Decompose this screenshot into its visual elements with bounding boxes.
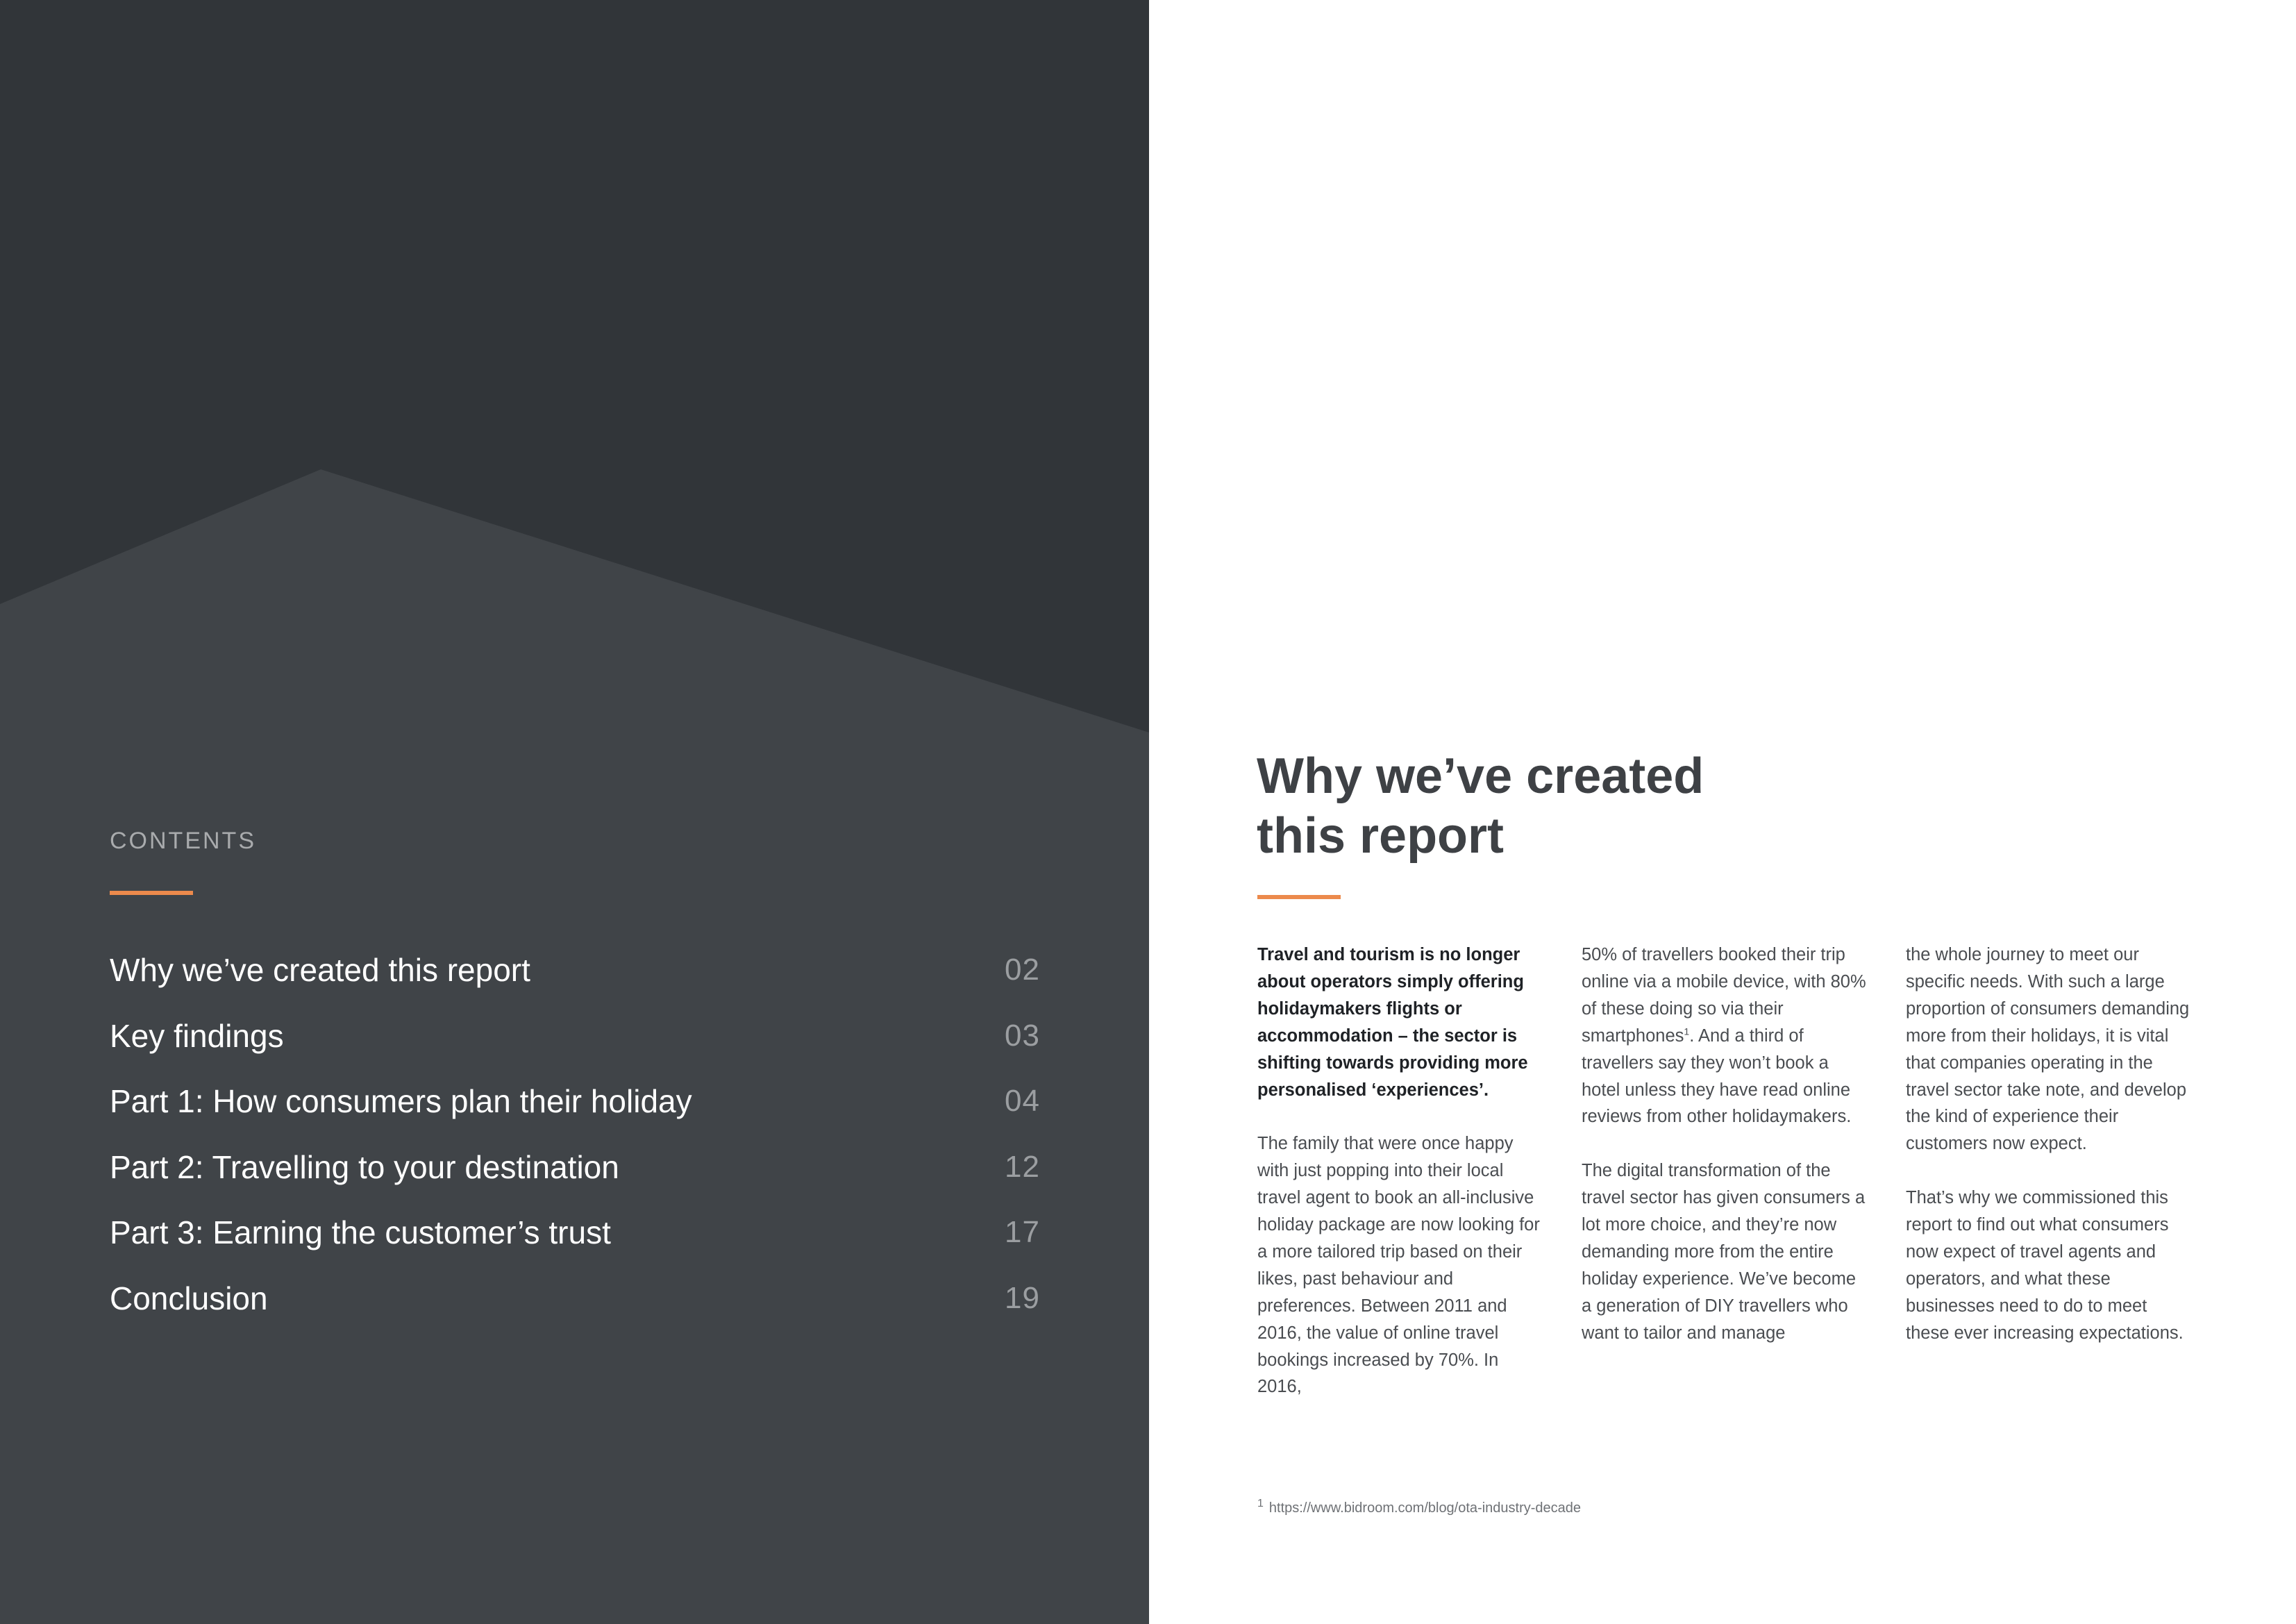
toc-item-page: 19 — [1005, 1280, 1040, 1315]
toc-item-page: 03 — [1005, 1018, 1040, 1053]
toc-item-page: 17 — [1005, 1215, 1040, 1250]
toc-item-title: Part 1: How consumers plan their holiday — [110, 1083, 692, 1120]
body-text: . And a third of travellers say they won’t book a hotel unless they have read online reviews from other holidaymakers. — [1582, 1026, 1852, 1127]
toc-item-title: Why we’ve created this report — [110, 952, 530, 989]
body-text: 50% of travellers booked their trip online via a mobile device, with 80% of these doing so via their smartphones — [1582, 945, 1866, 1046]
footnote-reference[interactable]: 1 — [1684, 1026, 1690, 1037]
body-paragraph: the whole journey to meet our specific needs. With such a large proportion of consumers demanding more from their holidays, it is vital that companies operating in the travel sector take note, and develop the kind of experience their customers now expect. — [1906, 945, 2190, 1154]
page-title-line-2: this report — [1257, 808, 1505, 864]
contents-heading: CONTENTS — [110, 828, 256, 854]
lead-paragraph: Travel and tourism is no longer about operators simply offering holidaymakers flights or accommodation – the sector is shifting towards providing more personalised ‘experiences’. — [1257, 945, 1528, 1100]
footnote — [1257, 1498, 1581, 1516]
text-column-2 — [1582, 941, 1866, 1373]
body-paragraph: The digital transformation of the travel sector has given consumers a lot more choice, and they’re now demanding more from the entire holiday experience. We’ve become a generation of DIY travellers who want to tailor and manage — [1582, 1161, 1866, 1343]
toc-item-part-1[interactable] — [110, 1069, 1040, 1135]
footnote-number: 1 — [1257, 1498, 1264, 1509]
toc-item-page: 12 — [1005, 1149, 1040, 1184]
toc-item-page: 04 — [1005, 1084, 1040, 1119]
toc-item-part-3[interactable] — [110, 1200, 1040, 1266]
text-column-3 — [1906, 941, 2190, 1373]
body-paragraph — [1582, 941, 1866, 1130]
accent-divider — [1257, 895, 1341, 899]
accent-divider — [110, 891, 193, 895]
body-paragraph: That’s why we commissioned this report to find out what consumers now expect of travel agents and operators, and what these businesses need to do to meet these ever increasing expectations. — [1906, 1188, 2184, 1343]
footnote-link[interactable]: https://www.bidroom.com/blog/ota-industry-decade — [1268, 1500, 1582, 1516]
toc-item-title: Part 2: Travelling to your destination — [110, 1148, 619, 1185]
toc-item-why-report[interactable] — [110, 937, 1040, 1003]
table-of-contents — [110, 937, 1040, 1331]
page-title-line-1: Why we’ve created — [1257, 748, 1704, 804]
body-paragraph: The family that were once happy with just popping into their local travel agent to book an all-inclusive holiday package are now looking for a more tailored trip based on their likes, past behaviour and preferences. Between 2011 and 2016, the value of online travel bookings increased by 70%. In 2016, — [1257, 1134, 1540, 1397]
toc-item-key-findings[interactable] — [110, 1003, 1040, 1069]
toc-item-page: 02 — [1005, 953, 1040, 987]
toc-item-title: Conclusion — [110, 1280, 268, 1316]
toc-item-conclusion[interactable] — [110, 1266, 1040, 1332]
text-column-1 — [1257, 941, 1542, 1428]
toc-item-title: Part 3: Earning the customer’s trust — [110, 1214, 611, 1251]
toc-item-title: Key findings — [110, 1017, 284, 1054]
page-title — [1257, 746, 1704, 866]
toc-item-part-2[interactable] — [110, 1135, 1040, 1200]
